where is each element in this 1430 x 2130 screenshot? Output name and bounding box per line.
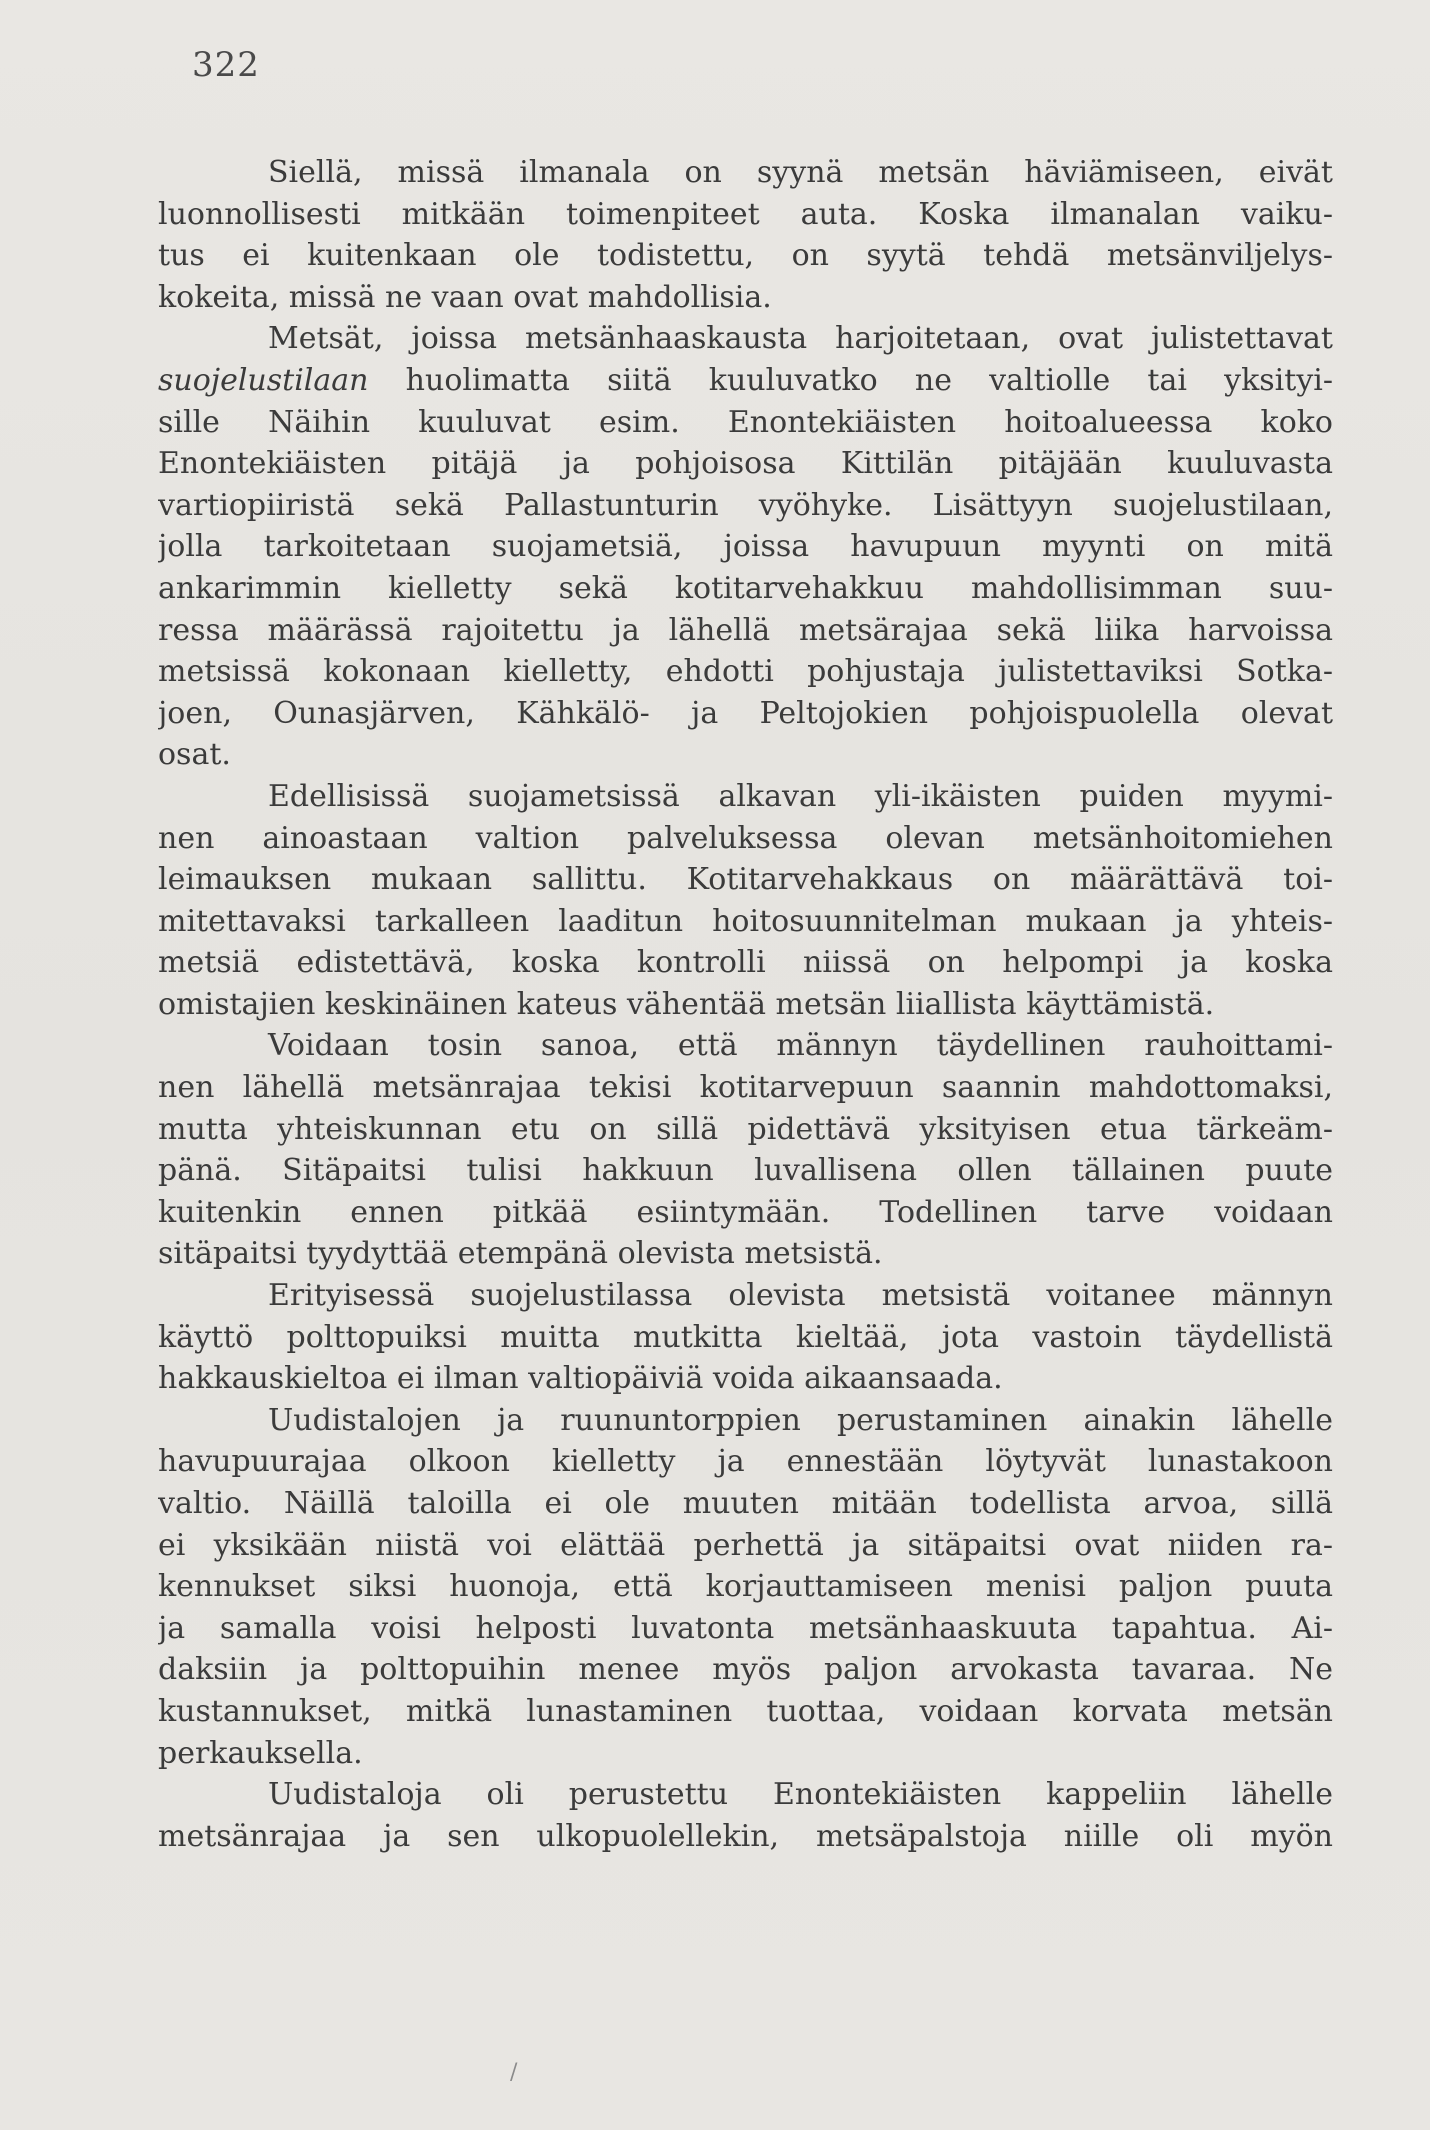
text-line: Erityisessä suojelustilassa olevista metsistä voitanee männyn bbox=[268, 1278, 1333, 1314]
text-line: osat. bbox=[158, 737, 231, 773]
text-line: sille Näihin kuuluvat esim. Enontekiäisten hoitoalueessa koko bbox=[158, 404, 1333, 440]
text-line: luonnollisesti mitkään toimenpiteet auta. Koska ilmanalan vaiku- bbox=[158, 196, 1333, 232]
text-line: kennukset siksi huonoja, että korjauttamiseen menisi paljon puuta bbox=[158, 1569, 1333, 1605]
text-line: kokeita, missä ne vaan ovat mahdollisia. bbox=[158, 279, 772, 315]
text-line: ja samalla voisi helposti luvatonta metsänhaaskuuta tapahtua. Ai- bbox=[158, 1610, 1333, 1646]
text-line: ei yksikään niistä voi elättää perhettä ja sitäpaitsi ovat niiden ra- bbox=[158, 1527, 1333, 1563]
text-line: havupuurajaa olkoon kielletty ja ennestään löytyvät lunastakoon bbox=[158, 1444, 1333, 1480]
text-line: tus ei kuitenkaan ole todistettu, on syytä tehdä metsänviljelys- bbox=[158, 238, 1333, 274]
text-line: pänä. Sitäpaitsi tulisi hakkuun luvallisena ollen tällainen puute bbox=[158, 1153, 1333, 1189]
text-line: Edellisissä suojametsissä alkavan yli-ikäisten puiden myymi- bbox=[268, 778, 1333, 814]
text-line: perkauksella. bbox=[158, 1735, 363, 1771]
text-line: mutta yhteiskunnan etu on sillä pidettävä yksityisen etua tärkeäm- bbox=[158, 1111, 1333, 1147]
text-line: kuitenkin ennen pitkää esiintymään. Todellinen tarve voidaan bbox=[158, 1194, 1333, 1230]
text-line: sitäpaitsi tyydyttää etempänä olevista metsistä. bbox=[158, 1236, 883, 1272]
text-line: Siellä, missä ilmanala on syynä metsän häviämiseen, eivät bbox=[268, 155, 1333, 190]
text-line: nen ainoastaan valtion palveluksessa olevan metsänhoitomiehen bbox=[158, 820, 1333, 856]
text-line: Uudistalojen ja ruununtorppien perustaminen ainakin lähelle bbox=[268, 1402, 1333, 1438]
text-line: vartiopiiristä sekä Pallastunturin vyöhyke. Lisättyyn suojelustilaan, bbox=[158, 487, 1333, 523]
text-line: metsissä kokonaan kielletty, ehdotti pohjustaja julistettaviksi Sotka- bbox=[158, 654, 1333, 690]
text-line: Voidaan tosin sanoa, että männyn täydellinen rauhoittami- bbox=[268, 1028, 1333, 1064]
text-line: Metsät, joissa metsänhaaskausta harjoitetaan, ovat julistettavat bbox=[268, 321, 1333, 357]
text-line: nen lähellä metsänrajaa tekisi kotitarvepuun saannin mahdottomaksi, bbox=[158, 1070, 1333, 1106]
text-line: suojelustilaan huolimatta siitä kuuluvatko ne valtiolle tai yksityi- bbox=[158, 362, 1333, 398]
text-line: omistajien keskinäinen kateus vähentää metsän liiallista käyttämistä. bbox=[158, 986, 1215, 1022]
text-line: valtio. Näillä taloilla ei ole muuten mitään todellista arvoa, sillä bbox=[158, 1486, 1333, 1521]
text-line: ressa määrässä rajoitettu ja lähellä metsärajaa sekä liika harvoissa bbox=[158, 612, 1333, 648]
page-number: 322 bbox=[192, 45, 260, 85]
text-line: Uudistaloja oli perustettu Enontekiäisten kappeliin lähelle bbox=[268, 1777, 1333, 1813]
text-line: ankarimmin kielletty sekä kotitarvehakkuu mahdollisimman suu- bbox=[158, 570, 1333, 606]
text-line: jolla tarkoitetaan suojametsiä, joissa havupuun myynti on mitä bbox=[158, 529, 1333, 565]
text-line: käyttö polttopuiksi muitta mutkitta kieltää, jota vastoin täydellistä bbox=[158, 1319, 1333, 1355]
text-line: Enontekiäisten pitäjä ja pohjoisosa Kittilän pitäjään kuuluvasta bbox=[158, 446, 1333, 482]
text-line: hakkauskieltoa ei ilman valtiopäiviä voida aikaansaada. bbox=[158, 1361, 1003, 1397]
italic-term: suojelustilaan bbox=[158, 362, 369, 398]
text-line: mitettavaksi tarkalleen laaditun hoitosuunnitelman mukaan ja yhteis- bbox=[158, 903, 1333, 939]
text-line: metsiä edistettävä, koska kontrolli niissä on helpompi ja koska bbox=[158, 945, 1333, 981]
text-line: leimauksen mukaan sallittu. Kotitarvehakkaus on määrättävä toi- bbox=[158, 862, 1333, 898]
text-line: metsänrajaa ja sen ulkopuolellekin, metsäpalstoja niille oli myön bbox=[158, 1818, 1333, 1854]
text-line: daksiin ja polttopuihin menee myös paljon arvokasta tavaraa. Ne bbox=[158, 1652, 1333, 1688]
text-line: kustannukset, mitkä lunastaminen tuottaa, voidaan korvata metsän bbox=[158, 1693, 1333, 1729]
text-line: joen, Ounasjärven, Kähkälö- ja Peltojokien pohjoispuolella olevat bbox=[158, 695, 1333, 731]
footer-mark: / bbox=[510, 2060, 518, 2085]
body-text bbox=[158, 152, 1333, 1857]
